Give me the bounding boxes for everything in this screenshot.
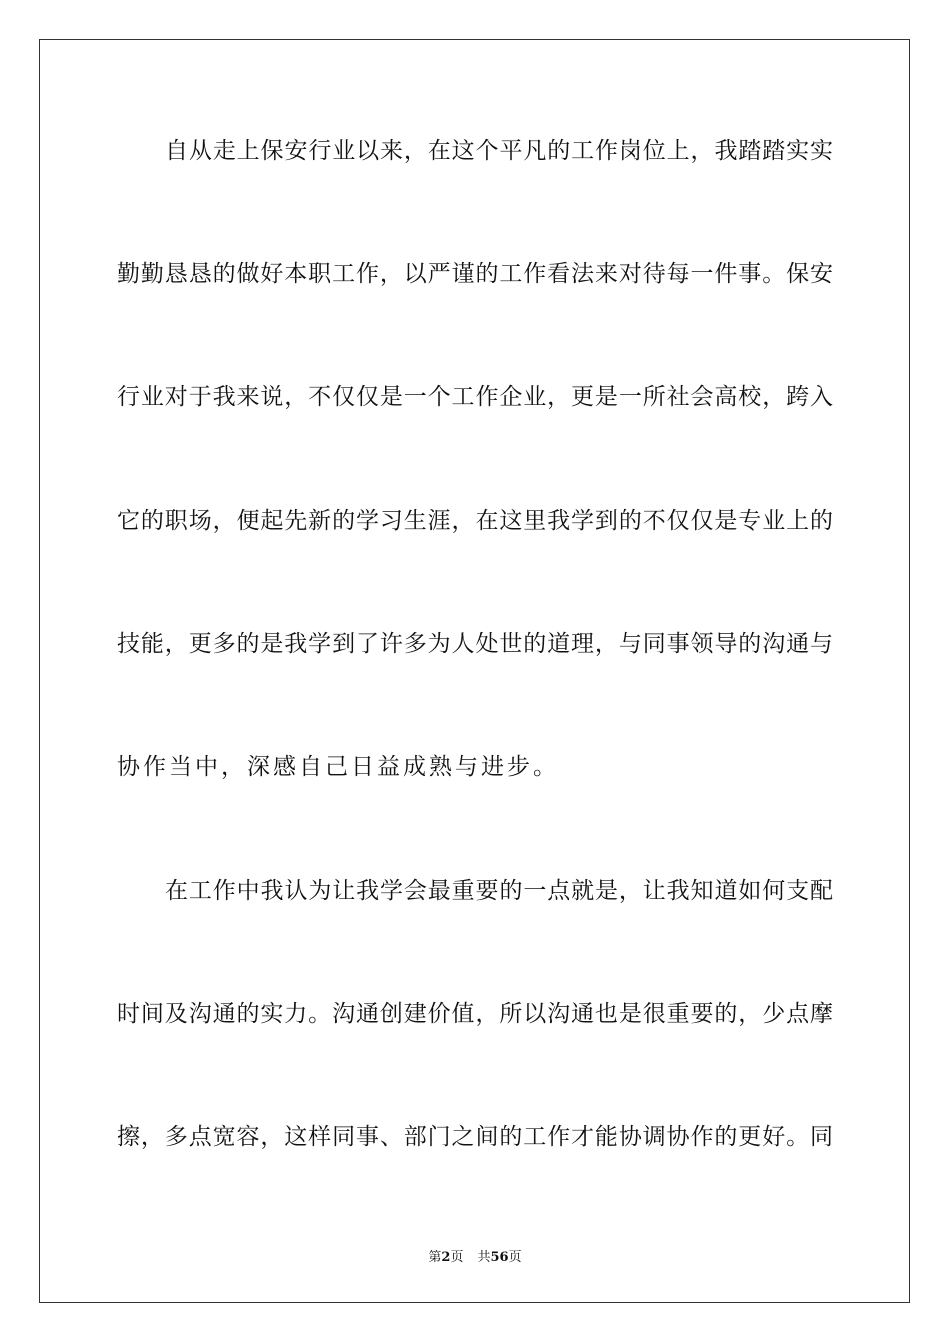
page-footer [0, 1246, 950, 1265]
paragraph-line: 行业对于我来说，不仅仅是一个工作企业，更是一所社会高校，跨入 [117, 384, 833, 410]
paragraph-line: 擦，多点宽容，这样同事、部门之间的工作才能协调协作的更好。同 [117, 1124, 833, 1150]
paragraph-line: 自从走上保安行业以来，在这个平凡的工作岗位上，我踏踏实实 [165, 138, 833, 164]
page-suffix: 页 [450, 1250, 464, 1265]
paragraph-line: 技能，更多的是我学到了许多为人处世的道理，与同事领导的沟通与 [117, 631, 833, 657]
paragraph-line: 勤勤恳恳的做好本职工作，以严谨的工作看法来对待每一件事。保安 [117, 261, 833, 287]
paragraph-line: 它的职场，便起先新的学习生涯，在这里我学到的不仅仅是专业上的 [117, 508, 833, 534]
paragraph-line: 协作当中，深感自己日益成熟与进步。 [117, 754, 559, 780]
page-number: 2 [441, 1250, 451, 1265]
page-prefix: 第 [428, 1250, 442, 1265]
paragraph-line: 在工作中我认为让我学会最重要的一点就是，让我知道如何支配 [165, 878, 833, 904]
page-border [39, 39, 910, 1303]
total-pages: 56 [490, 1250, 509, 1265]
paragraph-line: 时间及沟通的实力。沟通创建价值，所以沟通也是很重要的，少点摩 [117, 1001, 833, 1027]
total-suffix: 页 [508, 1250, 522, 1265]
total-prefix: 共 [477, 1250, 491, 1265]
